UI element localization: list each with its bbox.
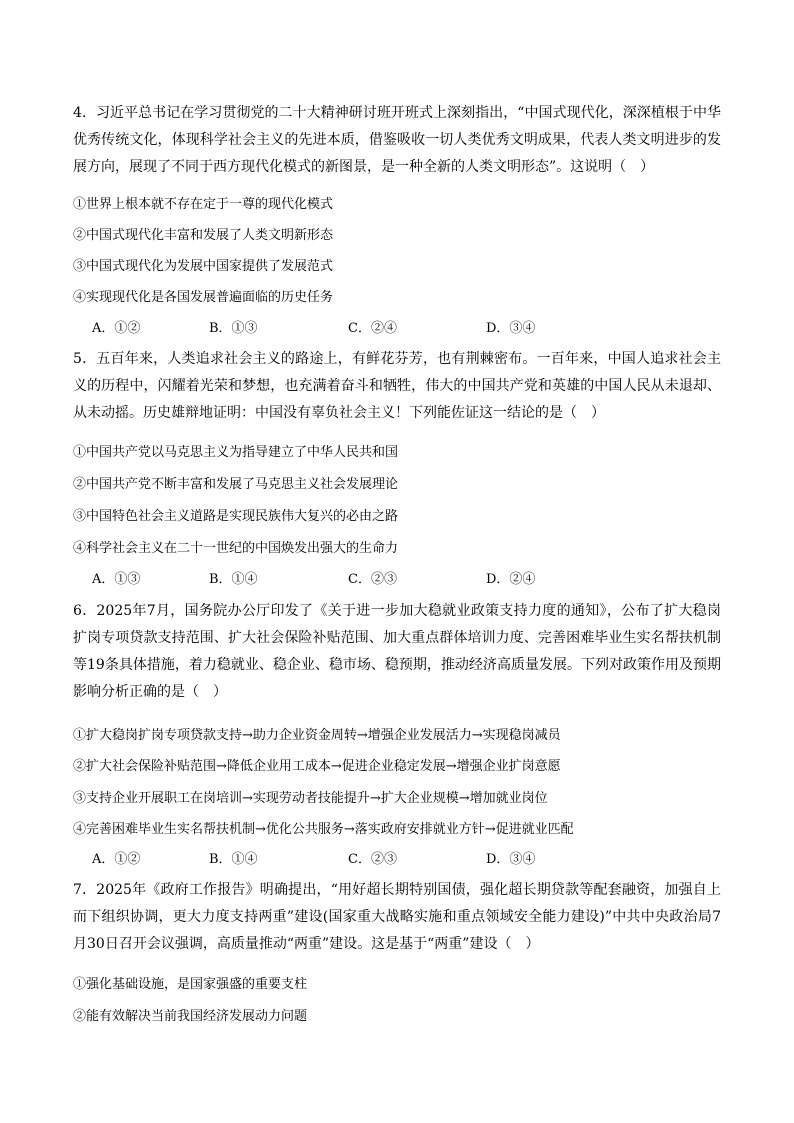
question-6-option-2: ②扩大社会保险补贴范围→降低企业用工成本→促进企业稳定发展→增强企业扩岗意愿 (73, 759, 561, 774)
choice-c: C．②④ (348, 321, 397, 336)
choice-a: A．①② (92, 321, 141, 336)
question-5-option-1: ①中国共产党以马克思主义为指导建立了中华人民共和国 (73, 445, 399, 460)
question-4-choices (92, 319, 692, 339)
question-7-option-1: ①强化基础设施，是国家强盛的重要支柱 (73, 977, 308, 992)
choice-a: A．①③ (92, 572, 141, 587)
question-6-stem: 6．2025年7月，国务院办公厅印发了《关于进一步加大稳就业政策支持力度的通知》，公布了扩大稳岗扩岗专项贷款支持范围、扩大社会保险补贴范围、加大重点群体培训力度、完善困难毕业生实名帮扶机制等19条具体措施，着力稳就业、稳企业、稳市场、稳预期，推动经济高质量发展。下列对政策作用及预期影响分析正确的是（ ） (73, 603, 721, 700)
choice-d: D．③④ (486, 321, 536, 336)
question-4-stem: 4．习近平总书记在学习贯彻党的二十大精神研讨班开班式上深刻指出，“中国式现代化，深深植根于中华优秀传统文化，体现科学社会主义的先进本质，借鉴吸收一切人类优秀文明成果，代表人类文明进步的发展方向，展现了不同于西方现代化模式的新图景，是一种全新的人类文明形态”。这说明（ ） (73, 105, 721, 175)
choice-d: D．②④ (486, 572, 536, 587)
question-4-option-1: ①世界上根本就不存在定于一尊的现代化模式 (73, 197, 334, 212)
choice-c: C．②③ (348, 572, 397, 587)
question-5-choices (92, 570, 692, 590)
choice-b: B．①④ (209, 572, 258, 587)
question-4-option-3: ③中国式现代化为发展中国家提供了发展范式 (73, 259, 334, 274)
question-7-stem: 7．2025年《政府工作报告》明确提出，“用好超长期特别国债，强化超长期贷款等配套融资，加强自上而下组织协调，更大力度支持两重”建设(国家重大战略实施和重点领域安全能力建设)”中共中央政治局7月30日召开会议强调，高质量推动“两重”建设。这是基于“两重”建设（ ） (73, 882, 721, 952)
question-6-option-1: ①扩大稳岗扩岗专项贷款支持→助力企业资金周转→增强企业发展活力→实现稳岗减员 (73, 728, 561, 743)
question-4-option-2: ②中国式现代化丰富和发展了人类文明新形态 (73, 228, 334, 243)
question-5-stem: 5．五百年来，人类追求社会主义的路途上，有鲜花芬芳，也有荆棘密布。一百年来，中国人追求社会主义的历程中，闪耀着光荣和梦想，也充满着奋斗和牺牲，伟大的中国共产党和英雄的中国人民从未退却、从未动摇。历史雄辩地证明：中国没有辜负社会主义！下列能佐证这一结论的是（ ） (73, 351, 721, 421)
question-6-option-3: ③支持企业开展职工在岗培训→实现劳动者技能提升→扩大企业规模→增加就业岗位 (73, 791, 548, 806)
choice-b: B．①③ (209, 321, 258, 336)
question-6-choices (92, 850, 692, 870)
question-5-option-3: ③中国特色社会主义道路是实现民族伟大复兴的必由之路 (73, 509, 399, 524)
question-4-option-4: ④实现现代化是各国发展普遍面临的历史任务 (73, 290, 334, 305)
question-5-option-2: ②中国共产党不断丰富和发展了马克思主义社会发展理论 (73, 477, 399, 492)
choice-a: A．①② (92, 852, 141, 867)
choice-b: B．①④ (209, 852, 258, 867)
question-5-option-4: ④科学社会主义在二十一世纪的中国焕发出强大的生命力 (73, 541, 399, 556)
choice-c: C．②③ (348, 852, 397, 867)
question-6-option-4: ④完善困难毕业生实名帮扶机制→优化公共服务→落实政府安排就业方针→促进就业匹配 (73, 822, 574, 837)
question-7-option-2: ②能有效解决当前我国经济发展动力问题 (73, 1009, 308, 1024)
choice-d: D．③④ (486, 852, 536, 867)
